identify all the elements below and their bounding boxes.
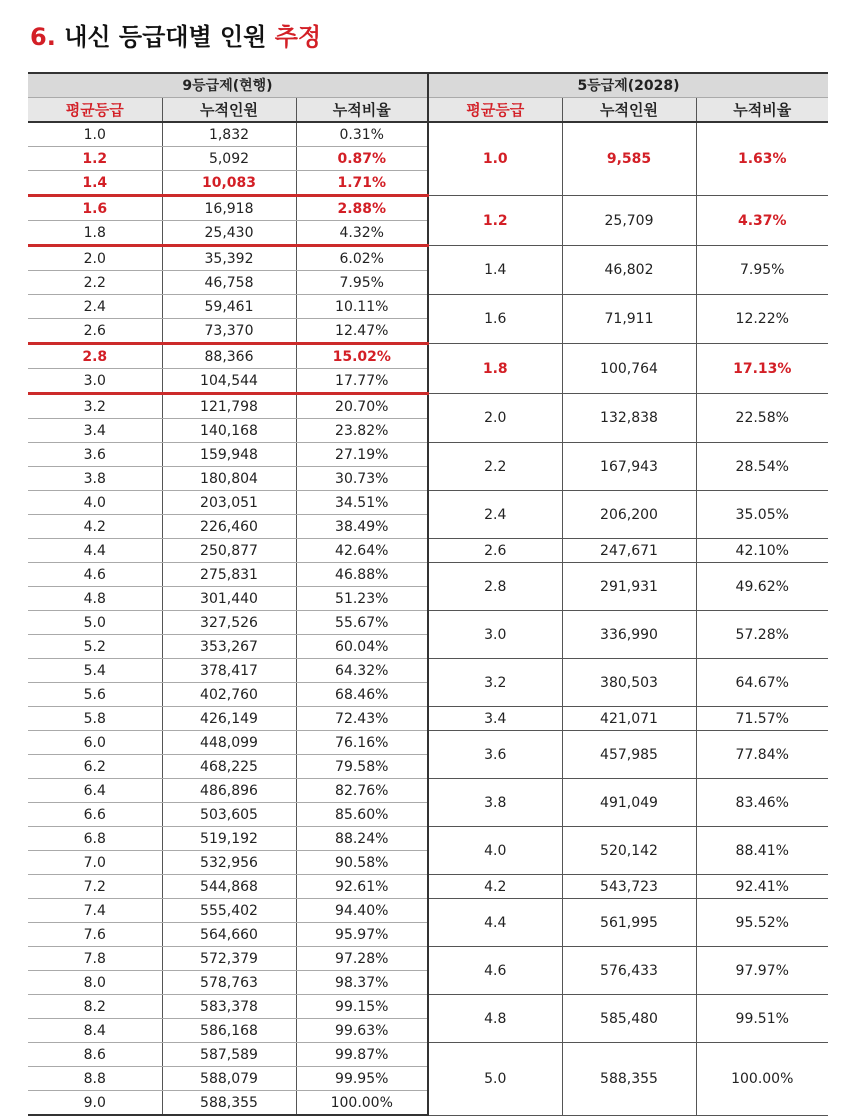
- right-cum-count-cell: 167,943: [562, 443, 696, 491]
- right-avg-grade-cell: 2.6: [428, 539, 562, 563]
- right-cum-ratio-cell: 7.95%: [696, 246, 828, 295]
- left-avg-grade-cell: 7.8: [28, 947, 162, 971]
- table-row: [28, 659, 828, 683]
- right-avg-grade-cell: 2.4: [428, 491, 562, 539]
- five-grade-header: 5등급제(2028): [428, 73, 828, 98]
- left-cum-ratio-cell: 99.87%: [296, 1043, 428, 1067]
- left-cum-count-cell: 250,877: [162, 539, 296, 563]
- right-cum-count-cell: 576,433: [562, 947, 696, 995]
- left-cum-ratio-cell: 34.51%: [296, 491, 428, 515]
- left-cum-ratio-cell: 97.28%: [296, 947, 428, 971]
- right-avg-grade-cell: 3.6: [428, 731, 562, 779]
- right-cum-count-cell: 543,723: [562, 875, 696, 899]
- col-header-avg-grade: 평균등급: [428, 98, 562, 123]
- left-avg-grade-cell: 3.2: [28, 394, 162, 419]
- left-cum-count-cell: 544,868: [162, 875, 296, 899]
- left-cum-ratio-cell: 68.46%: [296, 683, 428, 707]
- right-cum-ratio-cell: 17.13%: [696, 344, 828, 394]
- right-avg-grade-cell: 1.0: [428, 122, 562, 196]
- left-cum-ratio-cell: 12.47%: [296, 319, 428, 344]
- left-avg-grade-cell: 1.4: [28, 171, 162, 196]
- left-cum-ratio-cell: 55.67%: [296, 611, 428, 635]
- table-row: [28, 947, 828, 971]
- left-cum-ratio-cell: 23.82%: [296, 419, 428, 443]
- right-cum-ratio-cell: 28.54%: [696, 443, 828, 491]
- title-main: 내신 등급대별 인원: [64, 23, 267, 51]
- left-cum-ratio-cell: 88.24%: [296, 827, 428, 851]
- table-row: [28, 196, 828, 221]
- left-avg-grade-cell: 2.4: [28, 295, 162, 319]
- left-cum-ratio-cell: 98.37%: [296, 971, 428, 995]
- table-row: [28, 122, 828, 147]
- left-cum-ratio-cell: 51.23%: [296, 587, 428, 611]
- right-cum-ratio-cell: 97.97%: [696, 947, 828, 995]
- left-cum-count-cell: 519,192: [162, 827, 296, 851]
- right-cum-count-cell: 291,931: [562, 563, 696, 611]
- left-cum-count-cell: 583,378: [162, 995, 296, 1019]
- left-avg-grade-cell: 4.2: [28, 515, 162, 539]
- left-cum-count-cell: 353,267: [162, 635, 296, 659]
- left-cum-count-cell: 588,355: [162, 1091, 296, 1116]
- right-avg-grade-cell: 4.0: [428, 827, 562, 875]
- left-cum-ratio-cell: 99.95%: [296, 1067, 428, 1091]
- left-cum-count-cell: 35,392: [162, 246, 296, 271]
- left-cum-ratio-cell: 17.77%: [296, 369, 428, 394]
- left-avg-grade-cell: 2.6: [28, 319, 162, 344]
- left-cum-count-cell: 327,526: [162, 611, 296, 635]
- left-avg-grade-cell: 6.0: [28, 731, 162, 755]
- table-row: [28, 875, 828, 899]
- right-cum-ratio-cell: 49.62%: [696, 563, 828, 611]
- page-title: [30, 20, 321, 54]
- left-cum-count-cell: 402,760: [162, 683, 296, 707]
- table-row: [28, 344, 828, 369]
- left-cum-count-cell: 203,051: [162, 491, 296, 515]
- right-cum-count-cell: 206,200: [562, 491, 696, 539]
- right-avg-grade-cell: 1.6: [428, 295, 562, 344]
- left-cum-ratio-cell: 6.02%: [296, 246, 428, 271]
- left-avg-grade-cell: 1.2: [28, 147, 162, 171]
- right-cum-ratio-cell: 71.57%: [696, 707, 828, 731]
- right-cum-ratio-cell: 77.84%: [696, 731, 828, 779]
- left-cum-count-cell: 16,918: [162, 196, 296, 221]
- left-avg-grade-cell: 7.0: [28, 851, 162, 875]
- left-avg-grade-cell: 6.8: [28, 827, 162, 851]
- left-cum-ratio-cell: 30.73%: [296, 467, 428, 491]
- table-row: [28, 827, 828, 851]
- left-cum-count-cell: 226,460: [162, 515, 296, 539]
- table-row: [28, 295, 828, 319]
- left-avg-grade-cell: 1.8: [28, 221, 162, 246]
- right-cum-ratio-cell: 64.67%: [696, 659, 828, 707]
- left-cum-count-cell: 572,379: [162, 947, 296, 971]
- left-cum-count-cell: 378,417: [162, 659, 296, 683]
- left-avg-grade-cell: 6.6: [28, 803, 162, 827]
- right-cum-ratio-cell: 22.58%: [696, 394, 828, 443]
- right-avg-grade-cell: 3.4: [428, 707, 562, 731]
- right-cum-count-cell: 71,911: [562, 295, 696, 344]
- left-cum-ratio-cell: 94.40%: [296, 899, 428, 923]
- right-avg-grade-cell: 4.8: [428, 995, 562, 1043]
- title-highlight: 추정: [274, 23, 322, 51]
- left-avg-grade-cell: 5.0: [28, 611, 162, 635]
- right-cum-ratio-cell: 100.00%: [696, 1043, 828, 1116]
- left-avg-grade-cell: 7.4: [28, 899, 162, 923]
- left-cum-ratio-cell: 79.58%: [296, 755, 428, 779]
- left-cum-count-cell: 301,440: [162, 587, 296, 611]
- left-cum-ratio-cell: 46.88%: [296, 563, 428, 587]
- left-cum-ratio-cell: 15.02%: [296, 344, 428, 369]
- col-header-cum-count: 누적인원: [162, 98, 296, 123]
- left-cum-ratio-cell: 82.76%: [296, 779, 428, 803]
- left-cum-ratio-cell: 20.70%: [296, 394, 428, 419]
- right-avg-grade-cell: 1.2: [428, 196, 562, 246]
- left-avg-grade-cell: 2.8: [28, 344, 162, 369]
- right-avg-grade-cell: 5.0: [428, 1043, 562, 1116]
- table-row: [28, 443, 828, 467]
- left-avg-grade-cell: 4.0: [28, 491, 162, 515]
- right-cum-count-cell: 380,503: [562, 659, 696, 707]
- left-cum-ratio-cell: 42.64%: [296, 539, 428, 563]
- right-cum-count-cell: 421,071: [562, 707, 696, 731]
- right-cum-count-cell: 520,142: [562, 827, 696, 875]
- left-cum-count-cell: 140,168: [162, 419, 296, 443]
- left-avg-grade-cell: 4.6: [28, 563, 162, 587]
- right-cum-count-cell: 561,995: [562, 899, 696, 947]
- right-cum-count-cell: 25,709: [562, 196, 696, 246]
- right-cum-count-cell: 336,990: [562, 611, 696, 659]
- left-cum-count-cell: 5,092: [162, 147, 296, 171]
- table-row: [28, 731, 828, 755]
- left-cum-count-cell: 448,099: [162, 731, 296, 755]
- right-cum-ratio-cell: 4.37%: [696, 196, 828, 246]
- nine-grade-header: 9등급제(현행): [28, 73, 428, 98]
- right-cum-count-cell: 588,355: [562, 1043, 696, 1116]
- right-cum-count-cell: 100,764: [562, 344, 696, 394]
- left-avg-grade-cell: 5.4: [28, 659, 162, 683]
- right-cum-count-cell: 132,838: [562, 394, 696, 443]
- grade-comparison-table: [28, 72, 828, 1116]
- left-avg-grade-cell: 6.2: [28, 755, 162, 779]
- right-cum-ratio-cell: 95.52%: [696, 899, 828, 947]
- left-avg-grade-cell: 4.4: [28, 539, 162, 563]
- left-cum-ratio-cell: 1.71%: [296, 171, 428, 196]
- right-cum-ratio-cell: 88.41%: [696, 827, 828, 875]
- col-header-cum-count: 누적인원: [562, 98, 696, 123]
- left-cum-ratio-cell: 95.97%: [296, 923, 428, 947]
- left-avg-grade-cell: 7.6: [28, 923, 162, 947]
- left-avg-grade-cell: 3.6: [28, 443, 162, 467]
- right-cum-count-cell: 46,802: [562, 246, 696, 295]
- table-row: [28, 899, 828, 923]
- left-avg-grade-cell: 8.8: [28, 1067, 162, 1091]
- left-cum-ratio-cell: 38.49%: [296, 515, 428, 539]
- title-number: 6.: [30, 23, 56, 51]
- left-cum-count-cell: 555,402: [162, 899, 296, 923]
- left-cum-count-cell: 104,544: [162, 369, 296, 394]
- left-cum-count-cell: 486,896: [162, 779, 296, 803]
- table-row: [28, 707, 828, 731]
- left-cum-count-cell: 59,461: [162, 295, 296, 319]
- left-avg-grade-cell: 5.2: [28, 635, 162, 659]
- right-cum-ratio-cell: 99.51%: [696, 995, 828, 1043]
- left-avg-grade-cell: 8.0: [28, 971, 162, 995]
- left-cum-count-cell: 88,366: [162, 344, 296, 369]
- left-cum-count-cell: 586,168: [162, 1019, 296, 1043]
- left-cum-ratio-cell: 85.60%: [296, 803, 428, 827]
- left-cum-count-cell: 10,083: [162, 171, 296, 196]
- right-avg-grade-cell: 4.4: [428, 899, 562, 947]
- left-cum-count-cell: 46,758: [162, 271, 296, 295]
- left-avg-grade-cell: 3.4: [28, 419, 162, 443]
- left-cum-ratio-cell: 60.04%: [296, 635, 428, 659]
- right-avg-grade-cell: 3.2: [428, 659, 562, 707]
- right-cum-ratio-cell: 92.41%: [696, 875, 828, 899]
- left-avg-grade-cell: 9.0: [28, 1091, 162, 1116]
- left-avg-grade-cell: 7.2: [28, 875, 162, 899]
- right-cum-ratio-cell: 35.05%: [696, 491, 828, 539]
- left-avg-grade-cell: 4.8: [28, 587, 162, 611]
- left-avg-grade-cell: 5.6: [28, 683, 162, 707]
- left-cum-count-cell: 468,225: [162, 755, 296, 779]
- table-row: [28, 611, 828, 635]
- left-avg-grade-cell: 1.6: [28, 196, 162, 221]
- left-cum-count-cell: 532,956: [162, 851, 296, 875]
- table-row: [28, 491, 828, 515]
- right-avg-grade-cell: 1.4: [428, 246, 562, 295]
- right-avg-grade-cell: 3.0: [428, 611, 562, 659]
- table-row: [28, 995, 828, 1019]
- left-cum-ratio-cell: 64.32%: [296, 659, 428, 683]
- left-cum-count-cell: 159,948: [162, 443, 296, 467]
- left-cum-ratio-cell: 76.16%: [296, 731, 428, 755]
- table-row: [28, 779, 828, 803]
- left-cum-count-cell: 426,149: [162, 707, 296, 731]
- left-avg-grade-cell: 3.0: [28, 369, 162, 394]
- col-header-avg-grade: 평균등급: [28, 98, 162, 123]
- left-cum-ratio-cell: 99.63%: [296, 1019, 428, 1043]
- col-header-cum-ratio: 누적비율: [696, 98, 828, 123]
- left-cum-count-cell: 275,831: [162, 563, 296, 587]
- left-cum-count-cell: 73,370: [162, 319, 296, 344]
- table-row: [28, 246, 828, 271]
- left-avg-grade-cell: 2.2: [28, 271, 162, 295]
- right-cum-count-cell: 457,985: [562, 731, 696, 779]
- table-row: [28, 394, 828, 419]
- left-avg-grade-cell: 6.4: [28, 779, 162, 803]
- right-avg-grade-cell: 3.8: [428, 779, 562, 827]
- left-avg-grade-cell: 5.8: [28, 707, 162, 731]
- right-cum-ratio-cell: 83.46%: [696, 779, 828, 827]
- right-cum-count-cell: 491,049: [562, 779, 696, 827]
- left-cum-count-cell: 180,804: [162, 467, 296, 491]
- left-avg-grade-cell: 8.6: [28, 1043, 162, 1067]
- right-avg-grade-cell: 4.6: [428, 947, 562, 995]
- left-cum-ratio-cell: 0.87%: [296, 147, 428, 171]
- left-cum-ratio-cell: 90.58%: [296, 851, 428, 875]
- right-cum-ratio-cell: 42.10%: [696, 539, 828, 563]
- left-avg-grade-cell: 1.0: [28, 122, 162, 147]
- left-cum-ratio-cell: 100.00%: [296, 1091, 428, 1116]
- left-cum-ratio-cell: 2.88%: [296, 196, 428, 221]
- left-cum-ratio-cell: 92.61%: [296, 875, 428, 899]
- left-avg-grade-cell: 8.2: [28, 995, 162, 1019]
- left-cum-count-cell: 587,589: [162, 1043, 296, 1067]
- right-avg-grade-cell: 2.2: [428, 443, 562, 491]
- right-cum-count-cell: 585,480: [562, 995, 696, 1043]
- left-cum-ratio-cell: 27.19%: [296, 443, 428, 467]
- left-cum-count-cell: 564,660: [162, 923, 296, 947]
- left-avg-grade-cell: 8.4: [28, 1019, 162, 1043]
- right-avg-grade-cell: 4.2: [428, 875, 562, 899]
- col-header-cum-ratio: 누적비율: [296, 98, 428, 123]
- right-cum-ratio-cell: 1.63%: [696, 122, 828, 196]
- right-avg-grade-cell: 2.8: [428, 563, 562, 611]
- left-cum-ratio-cell: 4.32%: [296, 221, 428, 246]
- left-avg-grade-cell: 3.8: [28, 467, 162, 491]
- right-avg-grade-cell: 1.8: [428, 344, 562, 394]
- left-avg-grade-cell: 2.0: [28, 246, 162, 271]
- left-cum-count-cell: 578,763: [162, 971, 296, 995]
- left-cum-ratio-cell: 72.43%: [296, 707, 428, 731]
- left-cum-count-cell: 1,832: [162, 122, 296, 147]
- table-row: [28, 563, 828, 587]
- left-cum-ratio-cell: 0.31%: [296, 122, 428, 147]
- right-avg-grade-cell: 2.0: [428, 394, 562, 443]
- table-row: [28, 539, 828, 563]
- right-cum-count-cell: 9,585: [562, 122, 696, 196]
- right-cum-ratio-cell: 12.22%: [696, 295, 828, 344]
- table-row: [28, 1043, 828, 1067]
- left-cum-count-cell: 25,430: [162, 221, 296, 246]
- left-cum-ratio-cell: 99.15%: [296, 995, 428, 1019]
- left-cum-ratio-cell: 7.95%: [296, 271, 428, 295]
- left-cum-ratio-cell: 10.11%: [296, 295, 428, 319]
- left-cum-count-cell: 588,079: [162, 1067, 296, 1091]
- left-cum-count-cell: 121,798: [162, 394, 296, 419]
- left-cum-count-cell: 503,605: [162, 803, 296, 827]
- right-cum-ratio-cell: 57.28%: [696, 611, 828, 659]
- right-cum-count-cell: 247,671: [562, 539, 696, 563]
